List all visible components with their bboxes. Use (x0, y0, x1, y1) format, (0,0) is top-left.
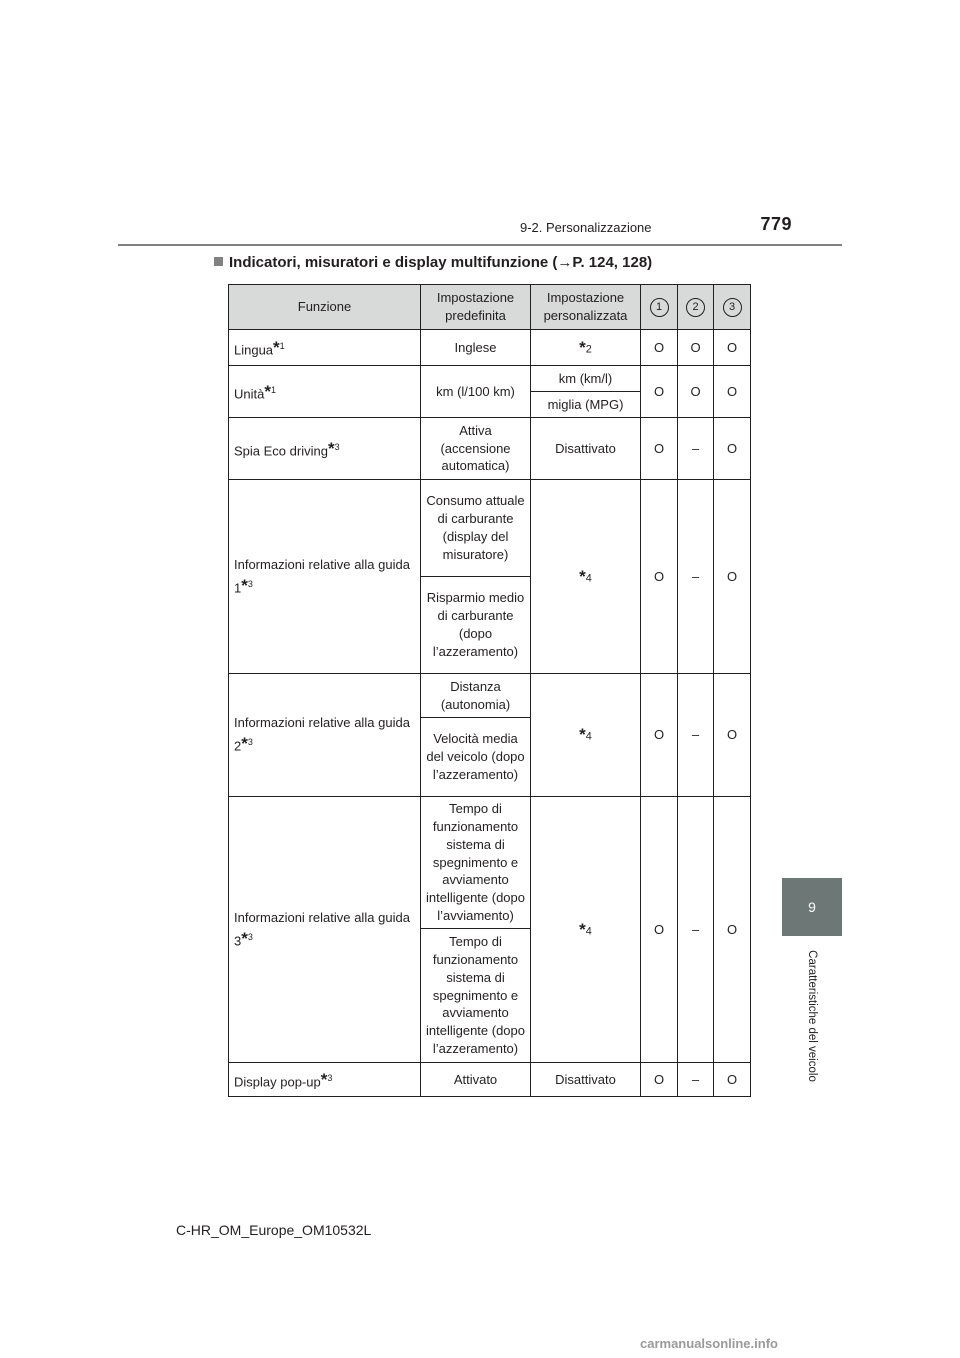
header-divider (118, 244, 842, 246)
footnote-ref: *3 (320, 1069, 333, 1089)
footnote-ref: *3 (327, 438, 340, 458)
function-label: Spia Eco driving (234, 443, 328, 459)
cell-c1: O (641, 1063, 678, 1097)
cell-c3: O (714, 674, 751, 797)
section-title-text: Indicatori, misuratori e display multifunzione (→P. 124, 128) (229, 254, 653, 271)
circled-number-3: 3 (723, 298, 742, 317)
chapter-number: 9 (808, 899, 816, 915)
cell-c2: – (678, 797, 714, 1063)
footnote-ref: *3 (241, 928, 253, 948)
cell-c2: – (678, 1063, 714, 1097)
cell-default: Consumo attuale di carburante (display del misuratore) (421, 480, 531, 577)
cell-c2: O (678, 366, 714, 418)
cell-function (229, 366, 421, 418)
cell-c1: O (641, 797, 678, 1063)
cell-c3: O (714, 330, 751, 366)
table-row (229, 418, 751, 480)
cell-c2: – (678, 480, 714, 674)
cell-c2: O (678, 330, 714, 366)
header-col-1 (641, 285, 678, 330)
header-section-title: 9-2. Personalizzazione (520, 220, 652, 235)
circled-number-2: 2 (686, 298, 705, 317)
cell-default: Tempo di funzionamento sistema di spegnimento e avviamento intelligente (dopo l’azzeramento) (421, 929, 531, 1063)
cell-c3: O (714, 797, 751, 1063)
cell-custom: miglia (MPG) (531, 392, 641, 418)
cell-custom: Disattivato (531, 418, 641, 480)
cell-c1: O (641, 674, 678, 797)
footnote-ref: *3 (241, 734, 253, 754)
settings-table (228, 284, 751, 1097)
table-header-row (229, 285, 751, 330)
cell-c3: O (714, 480, 751, 674)
table-row (229, 797, 751, 929)
cell-c1: O (641, 330, 678, 366)
table-row (229, 366, 751, 392)
function-label: Display pop-up (234, 1074, 321, 1090)
function-label: Unità (234, 386, 265, 402)
cell-function (229, 418, 421, 480)
header-custom: Impostazione personalizzata (531, 285, 641, 330)
cell-custom: $*_4$ (531, 480, 641, 674)
header-default: Impostazione predefinita (421, 285, 531, 330)
cell-custom: Disattivato (531, 1063, 641, 1097)
cell-function (229, 797, 421, 1063)
cell-default: km (l/100 km) (421, 366, 531, 418)
cell-c3: O (714, 366, 751, 418)
cell-function (229, 480, 421, 674)
cell-custom: $*_4$ (531, 797, 641, 1063)
square-bullet-icon (214, 257, 223, 266)
table-row (229, 674, 751, 718)
cell-default: Attivato (421, 1063, 531, 1097)
cell-default: Attiva (accensione automatica) (421, 418, 531, 480)
chapter-title: Caratteristiche del veicolo (806, 950, 818, 1082)
cell-function (229, 330, 421, 366)
function-label: Informazioni relative alla guida 1 (234, 556, 410, 596)
cell-c3: O (714, 418, 751, 480)
function-label: Informazioni relative alla guida 3 (234, 909, 410, 949)
page-number: 779 (760, 214, 792, 234)
footnote-ref: *1 (264, 381, 276, 401)
footnote-ref: *3 (241, 575, 253, 595)
cell-custom: $*_2$ (531, 330, 641, 366)
watermark: carmanualsonline.info (640, 1336, 778, 1351)
table-row (229, 330, 751, 366)
table-row (229, 480, 751, 577)
cell-c3: O (714, 1063, 751, 1097)
cell-default: Risparmio medio di carburante (dopo l’azzeramento) (421, 577, 531, 674)
cell-c1: O (641, 366, 678, 418)
function-label: Lingua (234, 342, 274, 358)
cell-c2: – (678, 418, 714, 480)
cell-c2: – (678, 674, 714, 797)
cell-c1: O (641, 418, 678, 480)
cell-default: Distanza (autonomia) (421, 674, 531, 718)
cell-default: Velocità media del veicolo (dopo l’azzeramento) (421, 718, 531, 797)
cell-custom: km (km/l) (531, 366, 641, 392)
header-col-2 (678, 285, 714, 330)
function-label: Informazioni relative alla guida 2 (234, 715, 410, 754)
cell-c1: O (641, 480, 678, 674)
header-col-3 (714, 285, 751, 330)
header-function: Funzione (229, 285, 421, 330)
table-row (229, 1063, 751, 1097)
document-id: C-HR_OM_Europe_OM10532L (176, 1222, 372, 1238)
footnote-ref: *1 (273, 337, 285, 357)
section-heading (214, 254, 652, 271)
circled-number-1: 1 (650, 298, 669, 317)
cell-function (229, 674, 421, 797)
cell-default: Tempo di funzionamento sistema di spegnimento e avviamento intelligente (dopo l’avviamento) (421, 797, 531, 929)
cell-default: Inglese (421, 330, 531, 366)
chapter-tab[interactable] (782, 878, 842, 936)
cell-function (229, 1063, 421, 1097)
cell-custom: $*_4$ (531, 674, 641, 797)
